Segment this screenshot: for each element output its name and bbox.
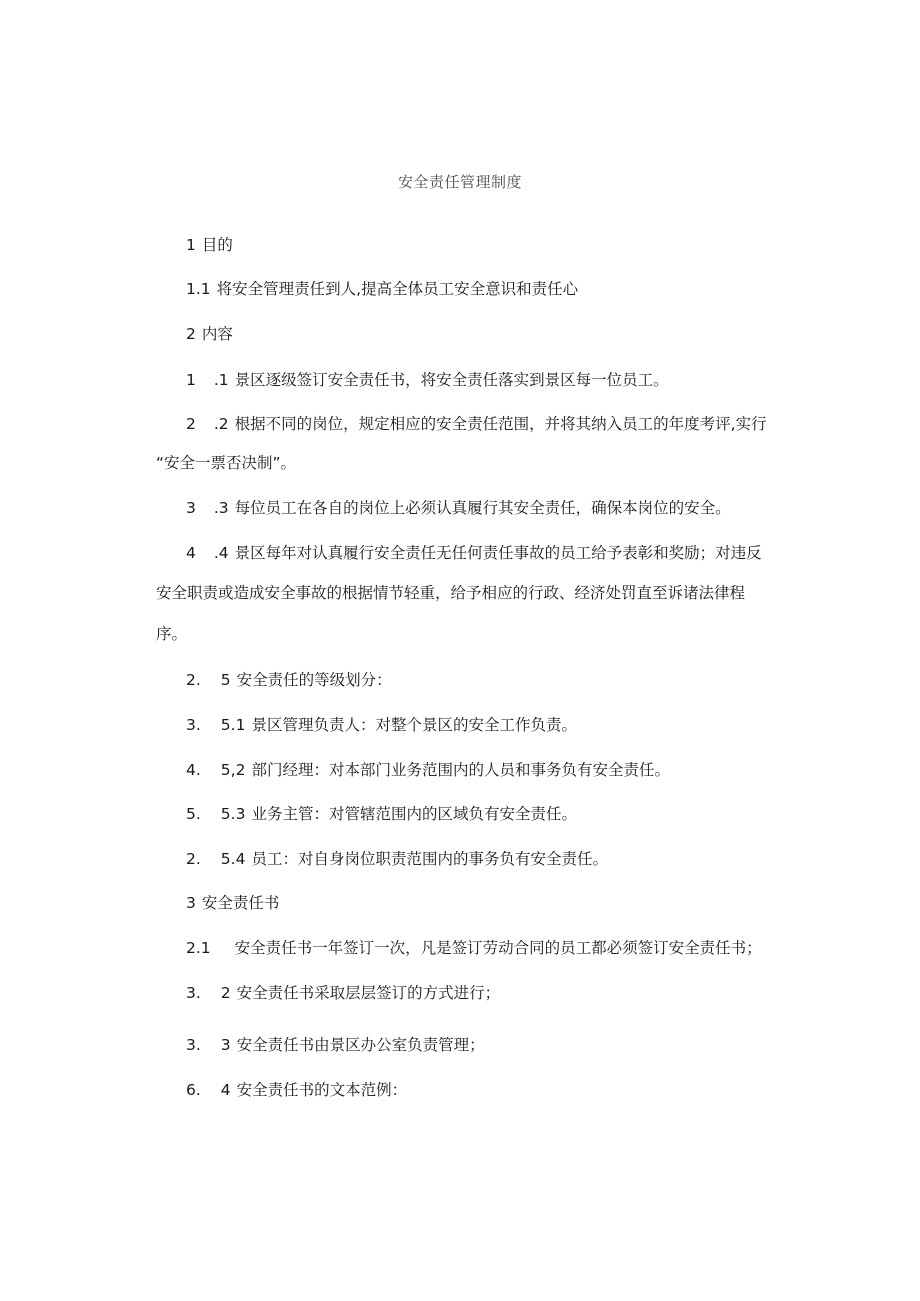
clause-number: 4 (220, 1081, 231, 1099)
list-number: 3. (186, 984, 201, 1002)
section-heading-purpose (186, 235, 233, 255)
clause-2-5-3 (186, 804, 577, 824)
clause-2-3 (186, 498, 731, 518)
list-number: 1 (186, 371, 196, 389)
list-number: 2 (186, 415, 196, 433)
list-number: 2. (186, 671, 201, 689)
clause-text: 根据不同的岗位，规定相应的安全责任范围，并将其纳入员工的年度考评,实行 (234, 415, 767, 433)
clause-text: 将安全管理责任到人,提高全体员工安全意识和责任心 (216, 280, 579, 298)
clause-number: 5.4 (220, 850, 246, 868)
clause-number: 5 (220, 671, 231, 689)
clause-2-4-continuation-2 (156, 624, 187, 644)
list-number: 2. (186, 850, 201, 868)
clause-2-4-continuation-1 (156, 583, 745, 603)
list-number: 6. (186, 1081, 201, 1099)
clause-number: .2 (213, 415, 229, 433)
clause-2-2-continuation (156, 453, 296, 473)
clause-3-2 (186, 983, 500, 1003)
clause-3-3 (186, 1035, 485, 1055)
clause-2-4 (186, 543, 762, 563)
clause-number: .4 (213, 544, 229, 562)
clause-text: 安全责任书采取层层签订的方式进行； (236, 984, 501, 1002)
clause-text: 景区管理负责人：对整个景区的安全工作负责。 (251, 716, 577, 734)
clause-text: 员工：对自身岗位职责范围内的事务负有安全责任。 (251, 850, 608, 868)
clause-number: 5.3 (220, 805, 246, 823)
list-number: 3 (186, 499, 196, 517)
section-number: 3 (186, 894, 196, 912)
clause-2-5-1 (186, 715, 577, 735)
section-number: 2 (186, 325, 196, 343)
clause-number: 5,2 (220, 761, 246, 779)
clause-text: 安全责任书的文本范例： (236, 1081, 408, 1099)
clause-text: “安全一票否决制”。 (156, 454, 297, 472)
clause-text: 景区逐级签订安全责任书，将安全责任落实到景区每一位员工。 (234, 371, 669, 389)
clause-text: 安全责任的等级划分： (236, 671, 392, 689)
section-heading-responsibility-letter (186, 893, 279, 913)
clause-3-1 (186, 938, 762, 958)
clause-text: 序。 (156, 625, 188, 643)
section-title: 目的 (201, 236, 233, 254)
list-number: 5. (186, 805, 201, 823)
list-number: 3. (186, 1036, 201, 1054)
section-title: 内容 (201, 325, 233, 343)
clause-2-5-4 (186, 849, 608, 869)
page-title: 安全责任管理制度 (397, 173, 522, 191)
clause-text: 每位员工在各自的岗位上必须认真履行其安全责任，确保本岗位的安全。 (234, 499, 731, 517)
clause-2-5 (186, 670, 392, 690)
list-number: 4 (186, 544, 196, 562)
clause-number: 3 (220, 1036, 231, 1054)
clause-2-1 (186, 370, 669, 390)
clause-number: 1.1 (186, 280, 211, 298)
clause-2-2 (186, 414, 767, 434)
clause-2-5-2 (186, 760, 670, 780)
clause-number: 2 (220, 984, 231, 1002)
clause-1-1 (186, 279, 578, 299)
clause-number: 2.1 (186, 939, 211, 957)
clause-text: 安全责任书一年签订一次，凡是签订劳动合同的员工都必须签订安全责任书； (234, 939, 762, 957)
list-number: 3. (186, 716, 201, 734)
clause-number: 5.1 (220, 716, 246, 734)
clause-3-4 (186, 1080, 407, 1100)
clause-number: .3 (213, 499, 229, 517)
clause-text: 景区每年对认真履行安全责任无任何责任事故的员工给予表彰和奖励；对违反 (234, 544, 762, 562)
section-heading-content (186, 324, 233, 344)
list-number: 4. (186, 761, 201, 779)
clause-text: 安全责任书由景区办公室负责管理； (236, 1036, 485, 1054)
clause-text: 安全职责或造成安全事故的根据情节轻重，给予相应的行政、经济处罚直至诉诸法律程 (156, 584, 746, 602)
clause-text: 部门经理：对本部门业务范围内的人员和事务负有安全责任。 (251, 761, 670, 779)
clause-number: .1 (213, 371, 229, 389)
section-number: 1 (186, 236, 196, 254)
clause-text: 业务主管：对管辖范围内的区域负有安全责任。 (251, 805, 577, 823)
section-title: 安全责任书 (201, 894, 280, 912)
